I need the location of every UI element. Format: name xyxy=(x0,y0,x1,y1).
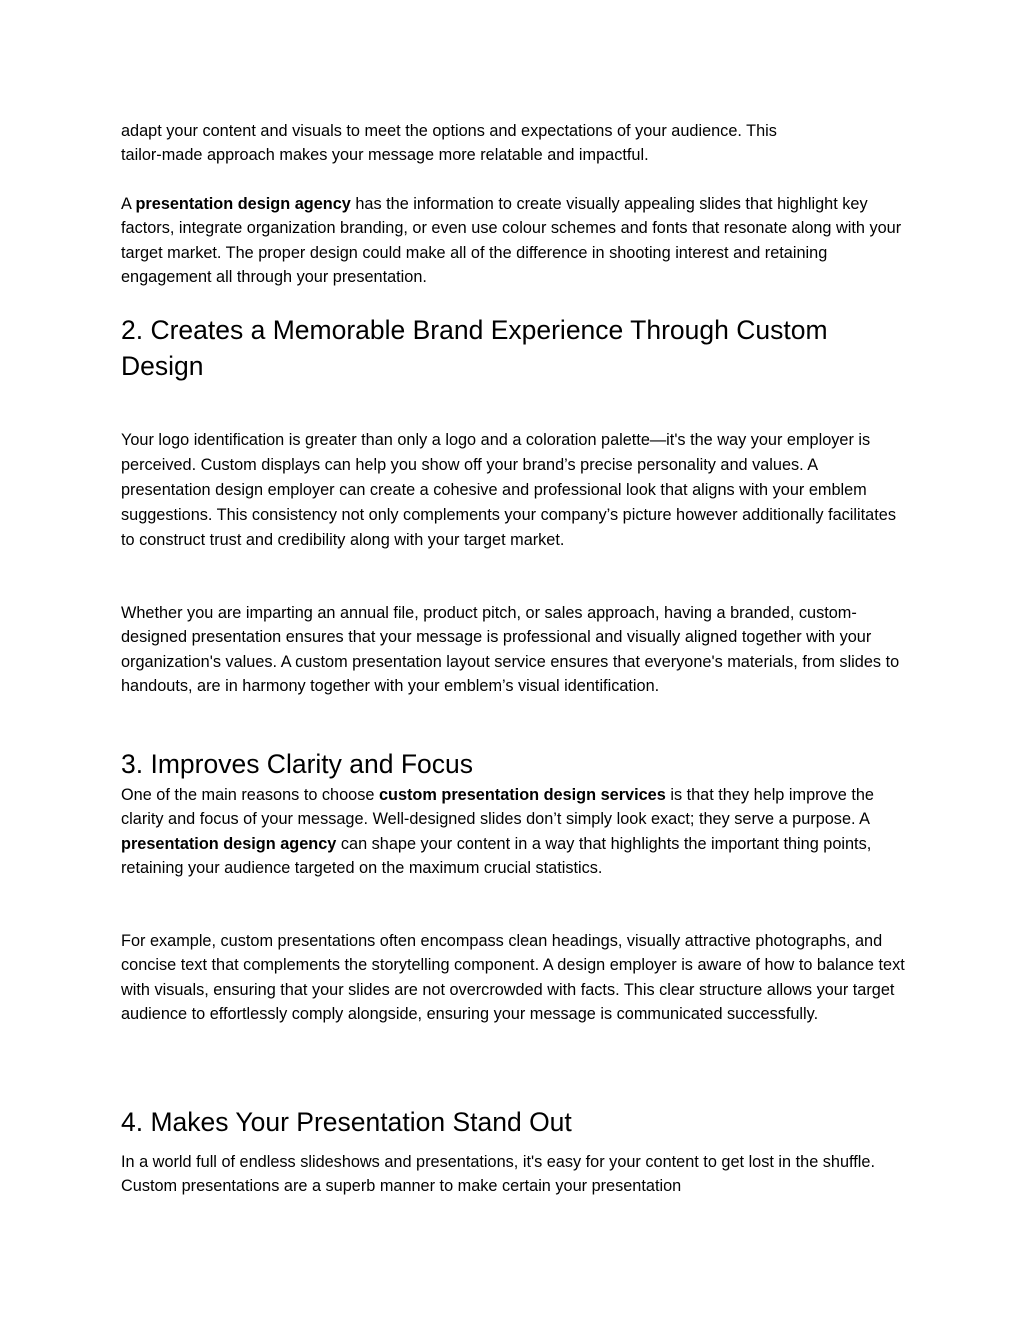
agency-paragraph xyxy=(121,192,911,290)
section-4-paragraph-1: In a world full of endless slideshows and presentations, it's easy for your content to get lost in the shuffle. Custom presentations are a superb manner to make certain your presentation xyxy=(121,1153,875,1196)
agency-text-a: A xyxy=(121,195,136,213)
intro-line-1: adapt your content and visuals to meet the options and expectations of your audience. This xyxy=(121,122,777,140)
section-3-bold-term-2: presentation design agency xyxy=(121,834,337,853)
section-2-heading: 2. Creates a Memorable Brand Experience Through Custom Design xyxy=(121,315,828,381)
section-2-paragraph-2: Whether you are imparting an annual file, product pitch, or sales approach, having a branded, custom-designed presentation ensures that your message is professional and visually aligned together with your organization's values. A custom presentation layout service ensures that everyone's materials, from slides to handouts, are in harmony together with your emblem’s visual identification. xyxy=(121,604,900,696)
section-3-heading: 3. Improves Clarity and Focus xyxy=(121,749,473,779)
section-3-paragraph-1 xyxy=(121,783,911,881)
intro-paragraph xyxy=(121,119,911,168)
section-3-text-d: can shape your content in a way that highlights the important thing points, retaining your audience targeted on the maximum crucial statistics. xyxy=(121,834,872,878)
section-3-paragraph-2: For example, custom presentations often encompass clean headings, visually attractive photographs, and concise text that complements the storytelling component. A design employer is aware of how to balance text with visuals, ensuring that your slides are not overcrowded with facts. This clear structure allows your target audience to effortlessly comply alongside, ensuring your message is communicated successfully. xyxy=(121,932,905,1024)
agency-bold-term: presentation design agency xyxy=(135,195,351,213)
section-4-heading: 4. Makes Your Presentation Stand Out xyxy=(121,1107,572,1137)
section-3-bold-term-1: custom presentation design services xyxy=(378,786,666,804)
intro-line-2: tailor-made approach makes your message more relatable and impactful. xyxy=(121,146,649,165)
section-2-paragraph-1: Your logo identification is greater than only a logo and a coloration palette—it's the way your employer is perceived. Custom displays can help you show off your brand’s precise personality and values. A presentation design employer can create a cohesive and professional look that aligns with your emblem suggestions. This consistency not only complements your company’s picture however additionally facilitates to construct trust and credibility along with your target market. xyxy=(121,431,896,549)
agency-text-rest: has the information to create visually appealing slides that highlight key factors, integrate organization branding, or even use colour schemes and fonts that resonate along with your target market. The proper design could make all of the difference in shooting interest and retaining engagement all through your presentation. xyxy=(121,195,902,287)
section-3-text-a: One of the main reasons to choose xyxy=(121,786,379,804)
section-3-text-c: is that they help improve the clarity and focus of your message. Well-designed slides don’t simply look exact; they serve a purpose. A xyxy=(121,786,874,829)
